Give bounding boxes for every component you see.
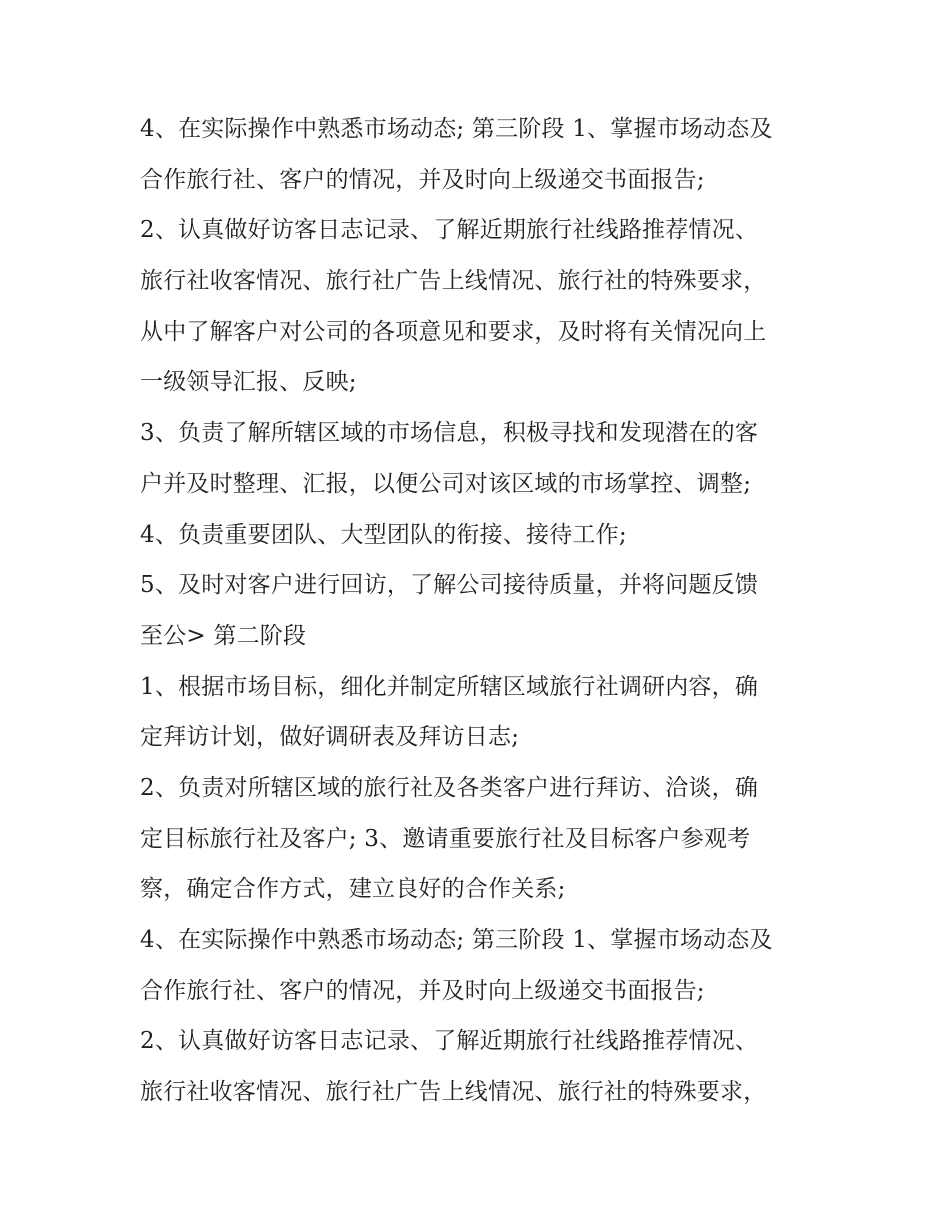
text-line: 察，确定合作方式，建立良好的合作关系; — [140, 876, 566, 903]
text-line: 旅行社收客情况、旅行社广告上线情况、旅行社的特殊要求， — [140, 1079, 767, 1106]
text-line: 合作旅行社、客户的情况，并及时向上级递交书面报告; — [140, 977, 705, 1004]
text-line: 2、负责对所辖区域的旅行社及各类客户进行拜访、洽谈，确 — [140, 774, 759, 801]
document-body — [140, 104, 820, 1118]
text-line: 2、认真做好访客日志记录、了解近期旅行社线路推荐情况、 — [140, 1028, 759, 1055]
text-line: 至公> 第二阶段 — [140, 622, 307, 649]
text-line: 5、及时对客户进行回访，了解公司接待质量，并将问题反馈 — [140, 572, 759, 599]
text-line: 4、负责重要团队、大型团队的衔接、接待工作; — [140, 521, 627, 548]
text-line: 定目标旅行社及客户; 3、邀请重要旅行社及目标客户参观考 — [140, 825, 751, 852]
text-line: 旅行社收客情况、旅行社广告上线情况、旅行社的特殊要求， — [140, 268, 767, 295]
text-line: 4、在实际操作中熟悉市场动态; 第三阶段 1、掌握市场动态及 — [140, 116, 773, 142]
text-line: 从中了解客户对公司的各项意见和要求，及时将有关情况向上 — [140, 318, 767, 345]
text-line: 4、在实际操作中熟悉市场动态; 第三阶段 1、掌握市场动态及 — [140, 927, 773, 953]
text-line: 一级领导汇报、反映; — [140, 369, 357, 396]
text-line: 3、负责了解所辖区域的市场信息，积极寻找和发现潜在的客 — [140, 420, 759, 447]
text-line: 户并及时整理、汇报，以便公司对该区域的市场掌控、调整; — [140, 470, 752, 497]
text-line: 2、认真做好访客日志记录、了解近期旅行社线路推荐情况、 — [140, 217, 759, 244]
text-line: 1、根据市场目标，细化并制定所辖区域旅行社调研内容，确 — [140, 673, 759, 700]
text-line: 合作旅行社、客户的情况，并及时向上级递交书面报告; — [140, 166, 705, 193]
text-line: 定拜访计划，做好调研表及拜访日志; — [140, 724, 520, 751]
